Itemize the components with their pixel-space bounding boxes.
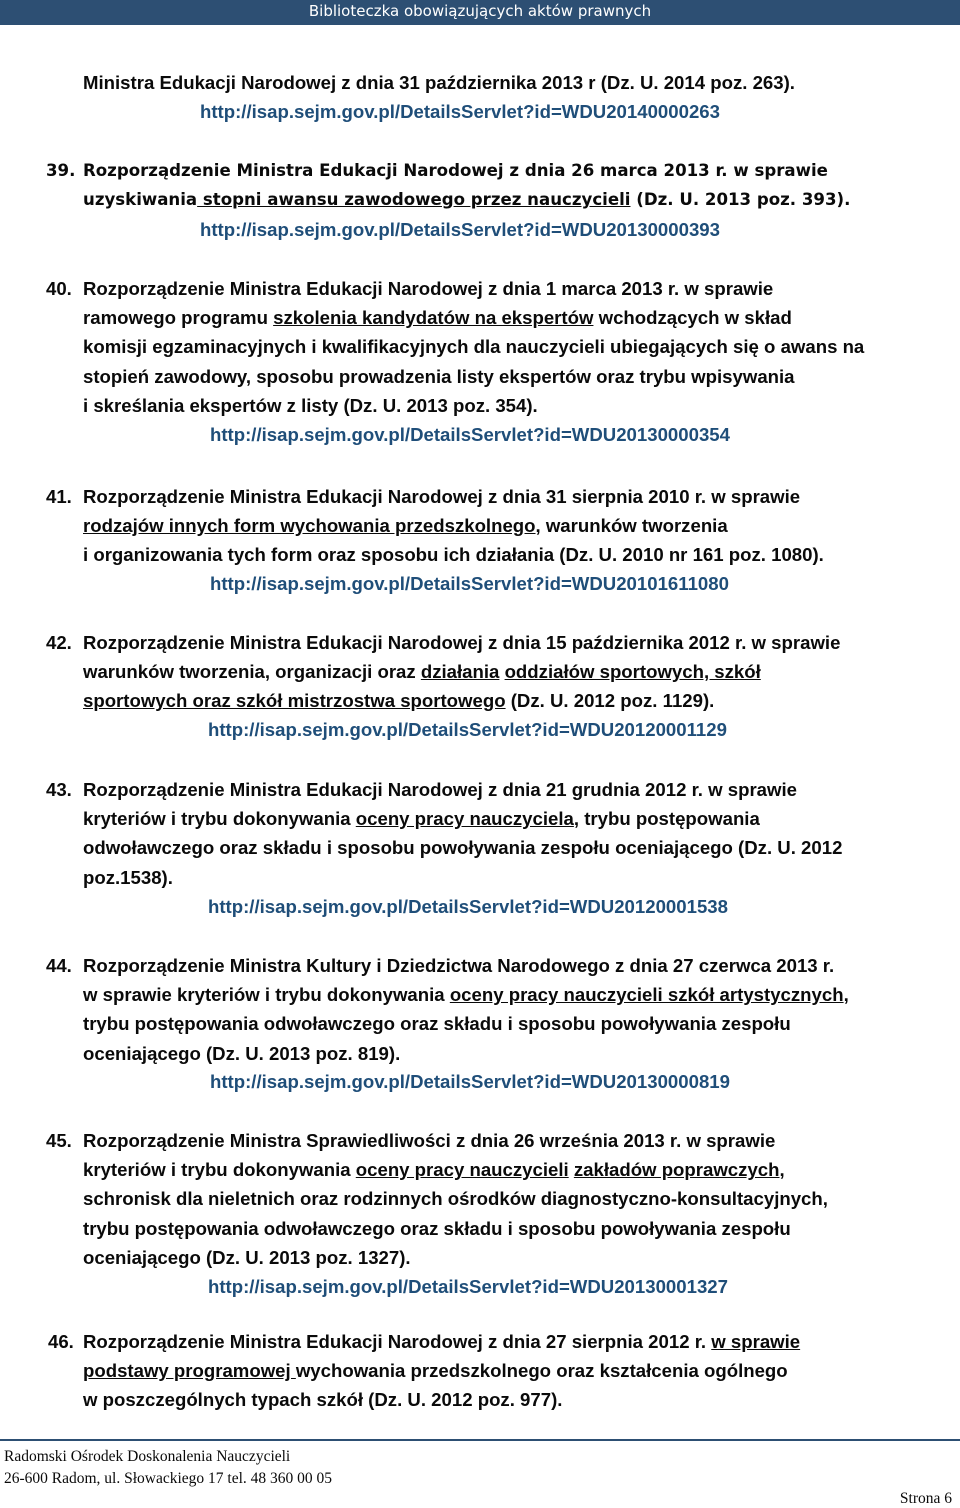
item-number: 43. — [46, 779, 72, 800]
item-45-line: kryteriów i trybu dokonywania oceny pracy nauczycieli zakładów poprawczych, — [83, 1159, 785, 1180]
item-45-link[interactable]: http://isap.sejm.gov.pl/DetailsServlet?id=WDU20130001327 — [208, 1276, 728, 1297]
prev-item-text: Ministra Edukacji Narodowej z dnia 31 października 2013 r (Dz. U. 2014 poz. 263). — [83, 72, 795, 93]
item-44-link[interactable]: http://isap.sejm.gov.pl/DetailsServlet?id=WDU20130000819 — [210, 1071, 730, 1092]
item-39-line: uzyskiwania stopni awansu zawodowego przez nauczycieli (Dz. U. 2013 poz. 393). — [83, 190, 851, 209]
item-40-link[interactable]: http://isap.sejm.gov.pl/DetailsServlet?id=WDU20130000354 — [210, 424, 730, 445]
footer-divider — [0, 1439, 960, 1441]
prev-item-link[interactable]: http://isap.sejm.gov.pl/DetailsServlet?id=WDU20140000263 — [200, 101, 720, 122]
item-44-line: w sprawie kryteriów i trybu dokonywania oceny pracy nauczycieli szkół artystycznych, — [83, 984, 849, 1005]
item-46-line: Rozporządzenie Ministra Edukacji Narodowej z dnia 27 sierpnia 2012 r. w sprawie — [83, 1331, 801, 1352]
item-44-line: oceniającego (Dz. U. 2013 poz. 819). — [83, 1043, 401, 1064]
footer-institution: Radomski Ośrodek Doskonalenia Nauczycieli — [4, 1448, 291, 1465]
item-44-line: Rozporządzenie Ministra Kultury i Dziedzictwa Narodowego z dnia 27 czerwca 2013 r. — [83, 955, 835, 976]
item-41-line: i organizowania tych form oraz sposobu ich działania (Dz. U. 2010 nr 161 poz. 1080). — [83, 544, 824, 565]
item-41-line: rodzajów innych form wychowania przedszkolnego, warunków tworzenia — [83, 515, 728, 536]
item-43-line: odwoławczego oraz składu i sposobu powoływania zespołu oceniającego (Dz. U. 2012 — [83, 837, 843, 858]
item-40-line: Rozporządzenie Ministra Edukacji Narodowej z dnia 1 marca 2013 r. w sprawie — [83, 278, 774, 299]
item-40-line: i skreślania ekspertów z listy (Dz. U. 2013 poz. 354). — [83, 395, 538, 416]
item-40-line: komisji egzaminacyjnych i kwalifikacyjnych dla nauczycieli ubiegających się o awans na — [83, 336, 865, 357]
item-45-line: Rozporządzenie Ministra Sprawiedliwości z dnia 26 września 2013 r. w sprawie — [83, 1130, 776, 1151]
item-40-line: ramowego programu szkolenia kandydatów na ekspertów wchodzących w skład — [83, 307, 792, 328]
item-number: 41. — [46, 486, 72, 507]
item-number: 46. — [48, 1331, 74, 1352]
page-footer — [0, 1430, 960, 1508]
item-45-line: oceniającego (Dz. U. 2013 poz. 1327). — [83, 1247, 411, 1268]
item-number: 44. — [46, 955, 72, 976]
item-42-line: Rozporządzenie Ministra Edukacji Narodowej z dnia 15 października 2012 r. w sprawie — [83, 632, 841, 653]
page-number: Strona 6 — [899, 1490, 952, 1507]
item-41-link[interactable]: http://isap.sejm.gov.pl/DetailsServlet?id=WDU20101611080 — [210, 573, 729, 594]
item-39-line: Rozporządzenie Ministra Edukacji Narodowej z dnia 26 marca 2013 r. w sprawie — [83, 161, 828, 180]
item-46-line: w poszczególnych typach szkół (Dz. U. 2012 poz. 977). — [83, 1389, 563, 1410]
item-45-line: trybu postępowania odwoławczego oraz składu i sposobu powoływania zespołu — [83, 1218, 791, 1239]
item-39-link[interactable]: http://isap.sejm.gov.pl/DetailsServlet?id=WDU20130000393 — [200, 219, 720, 240]
item-42-line: warunków tworzenia, organizacji oraz działania oddziałów sportowych, szkół — [83, 661, 761, 682]
item-45-line: schronisk dla nieletnich oraz rodzinnych ośrodków diagnostyczno-konsultacyjnych, — [83, 1188, 828, 1209]
item-42-line: sportowych oraz szkół mistrzostwa sportowego (Dz. U. 2012 poz. 1129). — [83, 690, 715, 711]
item-44-line: trybu postępowania odwoławczego oraz składu i sposobu powoływania zespołu — [83, 1013, 791, 1034]
page-header — [0, 0, 960, 25]
item-41-line: Rozporządzenie Ministra Edukacji Narodowej z dnia 31 sierpnia 2010 r. w sprawie — [83, 486, 801, 507]
item-number: 45. — [46, 1130, 72, 1151]
item-42-link[interactable]: http://isap.sejm.gov.pl/DetailsServlet?id=WDU20120001129 — [208, 719, 727, 740]
item-43-line: Rozporządzenie Ministra Edukacji Narodowej z dnia 21 grudnia 2012 r. w sprawie — [83, 779, 797, 800]
item-43-link[interactable]: http://isap.sejm.gov.pl/DetailsServlet?id=WDU20120001538 — [208, 896, 728, 917]
item-43-line: poz.1538). — [83, 867, 173, 888]
item-number: 40. — [46, 278, 72, 299]
item-43-line: kryteriów i trybu dokonywania oceny pracy nauczyciela, trybu postępowania — [83, 808, 760, 829]
item-46-line: podstawy programowej wychowania przedszkolnego oraz kształcenia ogólnego — [83, 1360, 788, 1381]
item-number: 39. — [46, 161, 76, 180]
item-40-line: stopień zawodowy, sposobu prowadzenia listy ekspertów oraz trybu wpisywania — [83, 366, 795, 387]
header-title: Biblioteczka obowiązujących aktów prawnych — [308, 2, 652, 20]
footer-address: 26-600 Radom, ul. Słowackiego 17 tel. 48 360 00 05 — [4, 1470, 333, 1487]
item-number: 42. — [46, 632, 72, 653]
